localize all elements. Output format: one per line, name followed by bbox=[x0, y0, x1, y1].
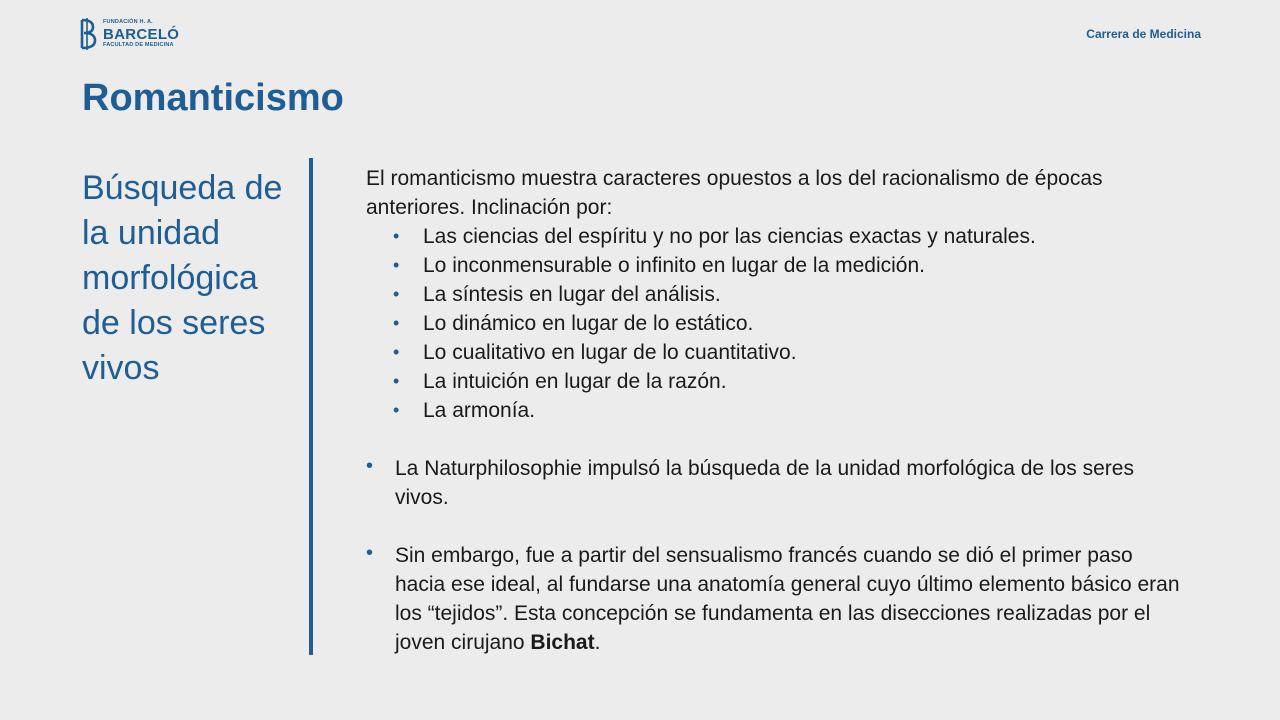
logo-foundation: FUNDACIÓN H. A. bbox=[103, 19, 153, 25]
intro-paragraph: El romanticismo muestra caracteres opuestos a los del racionalismo de épocas anteriores. Inclinación por: bbox=[366, 167, 1103, 219]
list-item: • La intuición en lugar de la razón. bbox=[366, 367, 1186, 396]
list-item: • Las ciencias del espíritu y no por las ciencias exactas y naturales. bbox=[366, 222, 1186, 251]
institution-logo bbox=[78, 17, 179, 51]
bichat-name: Bichat bbox=[530, 631, 595, 654]
barcelo-b-logo-icon bbox=[78, 17, 100, 51]
logo-name: BARCELÓ bbox=[103, 25, 180, 43]
bullet-naturphilosophie: • La Naturphilosophie impulsó la búsqueda de la unidad morfológica de los seres vivos. bbox=[366, 454, 1186, 512]
slide-content bbox=[366, 164, 1186, 686]
logo-text bbox=[103, 20, 179, 48]
list-item: • Lo dinámico en lugar de lo estático. bbox=[366, 309, 1186, 338]
logo-faculty: FACULTAD DE MEDICINA bbox=[103, 41, 174, 48]
slide-title: Romanticismo bbox=[82, 77, 344, 119]
list-item: • Lo cualitativo en lugar de lo cuantitativo. bbox=[366, 338, 1186, 367]
bullet-sensualismo-end: . bbox=[594, 631, 601, 654]
bullet-sensualismo-text: Sin embargo, fue a partir del sensualismo francés cuando se dió el primer paso hacia ese ideal, al fundarse una anatomía general cuyo último elemento básico eran los “tejidos”. Esta concepción se fundamenta en las disecciones realizadas por el joven cirujano bbox=[395, 544, 1180, 654]
vertical-divider bbox=[309, 158, 313, 655]
inclination-list bbox=[366, 222, 1186, 425]
list-item: • La armonía. bbox=[366, 396, 1186, 425]
list-item: • La síntesis en lugar del análisis. bbox=[366, 280, 1186, 309]
program-name: Carrera de Medicina bbox=[1086, 27, 1201, 41]
slide-subtitle: Búsqueda de la unidad morfológica de los seres vivos bbox=[82, 169, 283, 387]
list-item: • Lo inconmensurable o infinito en lugar de la medición. bbox=[366, 251, 1186, 280]
bullet-sensualismo bbox=[366, 541, 1186, 657]
main-bullet-list bbox=[366, 454, 1186, 657]
